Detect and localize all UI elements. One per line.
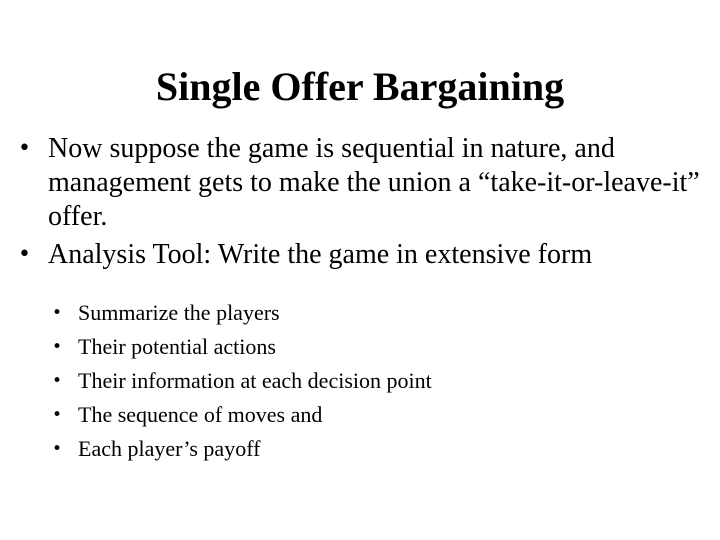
sub-bullet-text: Each player’s payoff: [78, 436, 261, 461]
sub-bullet-1: [52, 296, 672, 330]
sub-bullet-2: [52, 330, 672, 364]
main-bullet-list: [18, 132, 708, 272]
sub-bullet-marker: •: [52, 303, 63, 323]
bullet-marker: •: [18, 136, 31, 161]
sub-bullet-text: Their information at each decision point: [78, 368, 432, 393]
sub-bullet-text: The sequence of moves and: [78, 402, 323, 427]
sub-bullet-4: [52, 398, 672, 432]
sub-bullet-3: [52, 364, 672, 398]
sub-bullet-list: [52, 296, 672, 466]
main-bullet-2: [18, 238, 708, 272]
main-bullet-text: Analysis Tool: Write the game in extensive form: [48, 239, 593, 270]
sub-bullet-marker: •: [52, 371, 63, 391]
slide-title: Single Offer Bargaining: [155, 64, 565, 109]
sub-bullet-text: Their potential actions: [78, 334, 276, 359]
sub-bullet-marker: •: [52, 405, 63, 425]
sub-bullet-text: Summarize the players: [78, 300, 280, 325]
main-bullet-text: Now suppose the game is sequential in nature, and management gets to make the union a “take-it-or-leave-it” offer.: [48, 133, 700, 232]
sub-bullet-marker: •: [52, 337, 63, 357]
main-bullet-1: [18, 132, 708, 234]
sub-bullet-marker: •: [52, 439, 63, 459]
bullet-marker: •: [18, 242, 31, 267]
sub-bullet-5: [52, 432, 672, 466]
